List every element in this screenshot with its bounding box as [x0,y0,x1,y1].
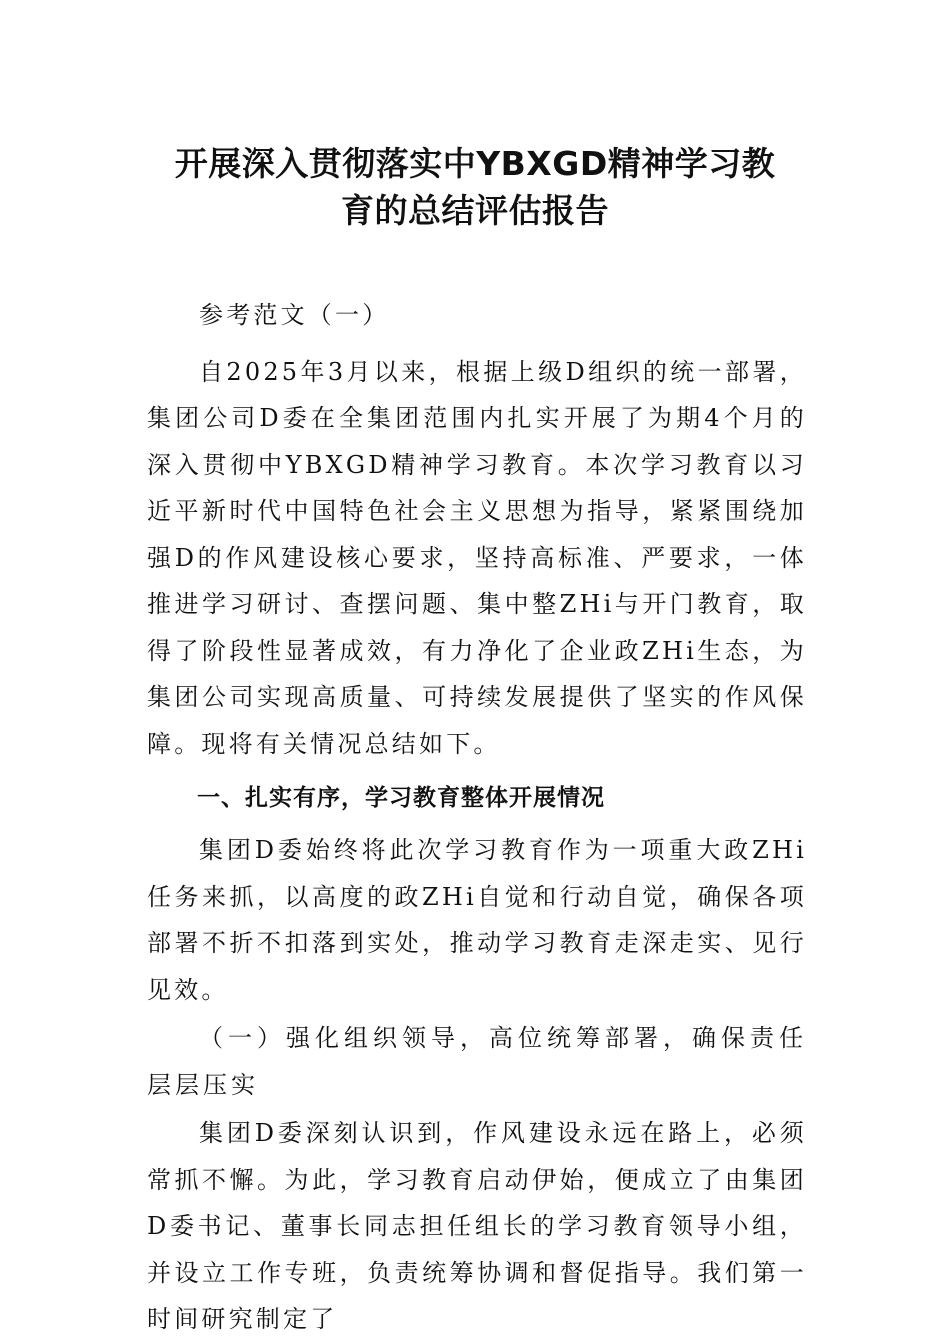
subsection-heading: （一）强化组织领导，高位统筹部署，确保责任层层压实 [147,1024,807,1099]
section-paragraph: 集团D委始终将此次学习教育作为一项重大政ZHi任务来抓，以高度的政ZHi自觉和行动自觉，确保各项部署不折不扣落到实处，推动学习教育走深走实、见行见效。 [147,836,807,1004]
section-heading: 一、扎实有序，学习教育整体开展情况 [197,785,605,811]
document-body [147,292,807,1343]
intro-paragraph: 自2025年3月以来，根据上级D组织的统一部署，集团公司D委在全集团范围内扎实开展了为期4个月的深入贯彻中YBXGD精神学习教育。本次学习教育以习近平新时代中国特色社会主义思想为指导，紧紧围绕加强D的作风建设核心要求，坚持高标准、严要求，一体推进学习研讨、查摆问题、集中整ZHi与开门教育，取得了阶段性显著成效，有力净化了企业政ZHi生态，为集团公司实现高质量、可持续发展提供了坚实的作风保障。现将有关情况总结如下。 [147,357,807,758]
document-title [120,140,830,234]
title-line-2: 育的总结评估报告 [341,191,609,230]
reference-label: 参考范文（一） [199,301,390,329]
title-line-1: 开展深入贯彻落实中YBXGD精神学习教 [174,144,776,183]
subsection-paragraph: 集团D委深刻认识到，作风建设永远在路上，必须常抓不懈。为此，学习教育启动伊始，便成立了由集团D委书记、董事长同志担任组长的学习教育领导小组，并设立工作专班，负责统筹协调和督促指导。我们第一时间研究制定了 [147,1119,807,1333]
